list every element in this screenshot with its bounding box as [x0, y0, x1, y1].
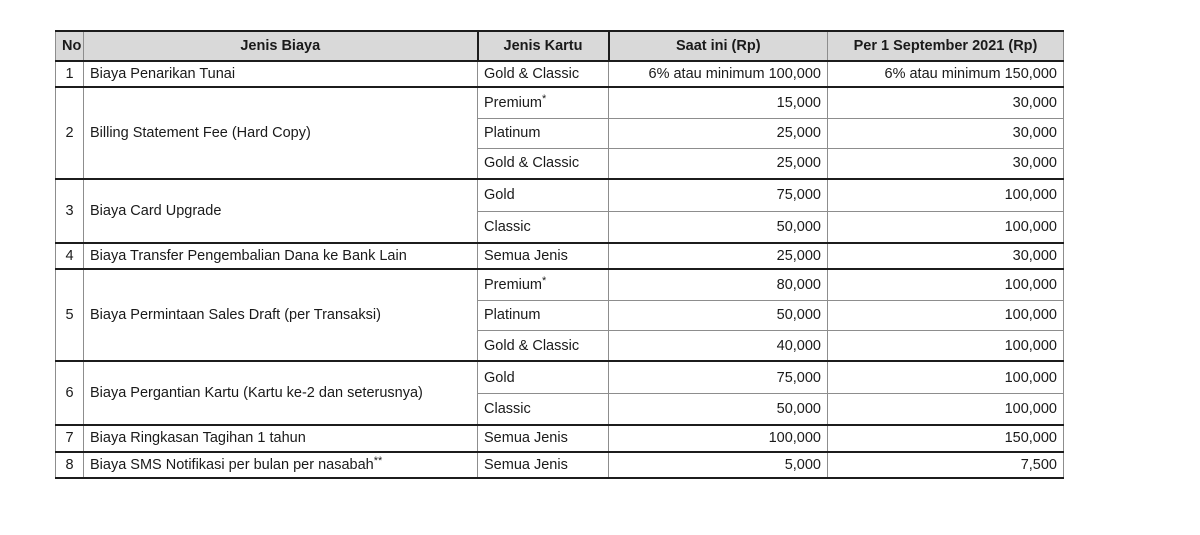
cell-jenis-kartu: Classic [478, 393, 609, 425]
cell-saat-ini: 50,000 [609, 393, 828, 425]
table-row [56, 425, 1064, 451]
cell-jenis-biaya-4: Biaya Transfer Pengembalian Dana ke Bank Lain [84, 243, 478, 269]
cell-jenis-kartu: Gold & Classic [478, 330, 609, 361]
cell-no-6: 6 [56, 361, 84, 425]
cell-jenis-biaya-5: Biaya Permintaan Sales Draft (per Transaksi) [84, 269, 478, 361]
cell-no-8: 8 [56, 452, 84, 478]
cell-per-1-september-2021: 150,000 [828, 425, 1064, 451]
cell-saat-ini: 6% atau minimum 100,000 [609, 61, 828, 87]
table-row [56, 87, 1064, 118]
footnote-marker: * [542, 274, 547, 287]
cell-jenis-kartu: Classic [478, 211, 609, 243]
header-row [56, 31, 1064, 61]
table-body [56, 61, 1064, 478]
cell-per-1-september-2021: 7,500 [828, 452, 1064, 478]
cell-no-7: 7 [56, 425, 84, 451]
cell-per-1-september-2021: 30,000 [828, 243, 1064, 269]
cell-jenis-biaya-6: Biaya Pergantian Kartu (Kartu ke-2 dan seterusnya) [84, 361, 478, 425]
cell-per-1-september-2021: 30,000 [828, 148, 1064, 179]
cell-jenis-kartu: Semua Jenis [478, 243, 609, 269]
cell-saat-ini: 50,000 [609, 211, 828, 243]
column-header-saat-ini: Saat ini (Rp) [609, 31, 828, 61]
column-header-jenis-biaya: Jenis Biaya [84, 31, 478, 61]
cell-jenis-kartu: Gold [478, 179, 609, 211]
column-header-jenis-kartu: Jenis Kartu [478, 31, 609, 61]
cell-saat-ini: 75,000 [609, 361, 828, 393]
cell-saat-ini: 25,000 [609, 243, 828, 269]
cell-per-1-september-2021: 30,000 [828, 118, 1064, 148]
cell-jenis-kartu: Platinum [478, 300, 609, 330]
cell-saat-ini: 50,000 [609, 300, 828, 330]
cell-jenis-biaya-7: Biaya Ringkasan Tagihan 1 tahun [84, 425, 478, 451]
cell-saat-ini: 80,000 [609, 269, 828, 300]
cell-per-1-september-2021: 100,000 [828, 269, 1064, 300]
cell-saat-ini: 25,000 [609, 148, 828, 179]
cell-jenis-kartu: Premium* [478, 87, 609, 118]
footnote-marker: ** [373, 454, 383, 467]
table-row [56, 243, 1064, 269]
cell-no-4: 4 [56, 243, 84, 269]
cell-per-1-september-2021: 100,000 [828, 393, 1064, 425]
cell-per-1-september-2021: 6% atau minimum 150,000 [828, 61, 1064, 87]
cell-saat-ini: 100,000 [609, 425, 828, 451]
cell-per-1-september-2021: 100,000 [828, 179, 1064, 211]
cell-per-1-september-2021: 30,000 [828, 87, 1064, 118]
cell-jenis-kartu: Gold & Classic [478, 148, 609, 179]
table-row [56, 269, 1064, 300]
cell-saat-ini: 25,000 [609, 118, 828, 148]
footnote-marker: * [542, 92, 547, 105]
cell-jenis-biaya-2: Billing Statement Fee (Hard Copy) [84, 87, 478, 179]
cell-per-1-september-2021: 100,000 [828, 361, 1064, 393]
cell-jenis-kartu: Premium* [478, 269, 609, 300]
fee-schedule-table [55, 30, 1064, 479]
cell-per-1-september-2021: 100,000 [828, 330, 1064, 361]
column-header-no: No [56, 31, 84, 61]
cell-no-3: 3 [56, 179, 84, 243]
cell-no-1: 1 [56, 61, 84, 87]
cell-per-1-september-2021: 100,000 [828, 211, 1064, 243]
cell-jenis-kartu: Gold & Classic [478, 61, 609, 87]
cell-jenis-kartu: Gold [478, 361, 609, 393]
cell-saat-ini: 40,000 [609, 330, 828, 361]
table-row [56, 179, 1064, 211]
cell-jenis-kartu: Semua Jenis [478, 452, 609, 478]
table-row [56, 452, 1064, 478]
cell-jenis-biaya-8: Biaya SMS Notifikasi per bulan per nasabah** [84, 452, 478, 478]
table-header [56, 31, 1064, 61]
cell-no-2: 2 [56, 87, 84, 179]
fee-schedule-container [55, 30, 1063, 479]
cell-saat-ini: 15,000 [609, 87, 828, 118]
cell-saat-ini: 5,000 [609, 452, 828, 478]
table-row [56, 61, 1064, 87]
table-row [56, 361, 1064, 393]
cell-jenis-biaya-3: Biaya Card Upgrade [84, 179, 478, 243]
cell-no-5: 5 [56, 269, 84, 361]
cell-saat-ini: 75,000 [609, 179, 828, 211]
column-header-per-1-september-2021: Per 1 September 2021 (Rp) [828, 31, 1064, 61]
cell-jenis-kartu: Semua Jenis [478, 425, 609, 451]
cell-jenis-biaya-1: Biaya Penarikan Tunai [84, 61, 478, 87]
cell-jenis-kartu: Platinum [478, 118, 609, 148]
cell-per-1-september-2021: 100,000 [828, 300, 1064, 330]
